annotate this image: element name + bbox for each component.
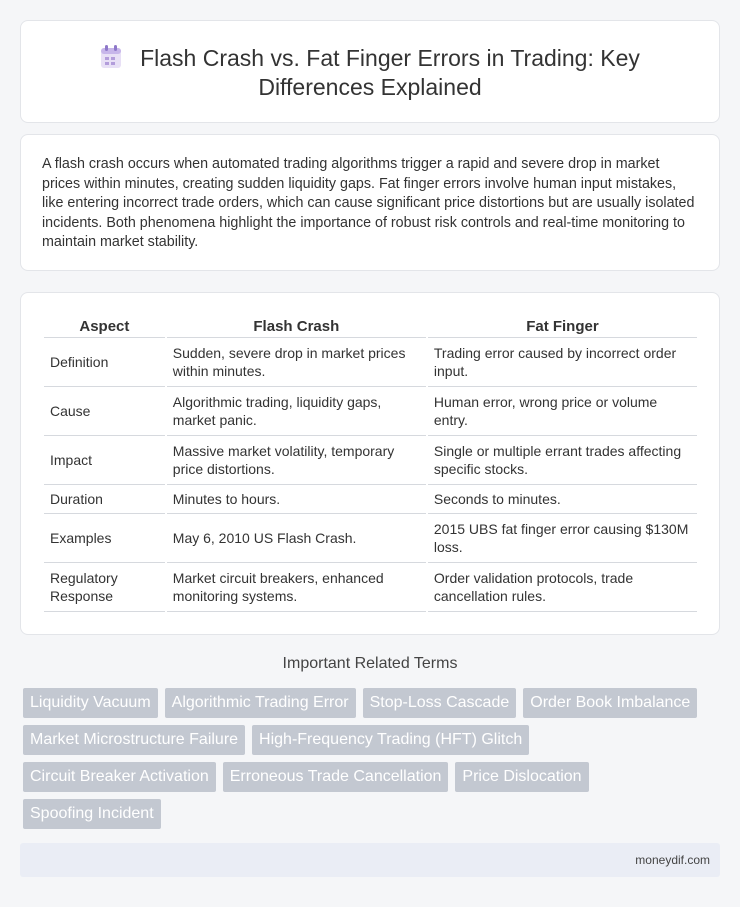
cell-flash-crash: Massive market volatility, temporary price distortions. bbox=[167, 436, 426, 485]
cell-fat-finger: Human error, wrong price or volume entry. bbox=[428, 387, 697, 436]
term-tag[interactable]: Erroneous Trade Cancellation bbox=[223, 762, 449, 792]
cell-fat-finger: Single or multiple errant trades affecting specific stocks. bbox=[428, 436, 697, 485]
term-tag[interactable]: Stop-Loss Cascade bbox=[363, 688, 517, 718]
table-row bbox=[44, 485, 697, 514]
title-card bbox=[20, 20, 720, 123]
cell-flash-crash: Minutes to hours. bbox=[167, 485, 426, 514]
term-tag[interactable]: Order Book Imbalance bbox=[523, 688, 697, 718]
term-tag[interactable]: Circuit Breaker Activation bbox=[23, 762, 216, 792]
table-row bbox=[44, 436, 697, 485]
cell-aspect: Examples bbox=[44, 514, 165, 563]
term-tag[interactable]: Liquidity Vacuum bbox=[23, 688, 158, 718]
table-row bbox=[44, 338, 697, 387]
header-fat-finger: Fat Finger bbox=[428, 316, 697, 338]
term-tag[interactable]: Market Microstructure Failure bbox=[23, 725, 245, 755]
cell-flash-crash: Sudden, severe drop in market prices within minutes. bbox=[167, 338, 426, 387]
table-row bbox=[44, 387, 697, 436]
cell-aspect: Cause bbox=[44, 387, 165, 436]
cell-fat-finger: Order validation protocols, trade cancellation rules. bbox=[428, 563, 697, 612]
related-terms-heading: Important Related Terms bbox=[282, 655, 458, 672]
table-row bbox=[44, 563, 697, 612]
cell-fat-finger: Seconds to minutes. bbox=[428, 485, 697, 514]
comparison-table bbox=[42, 316, 699, 612]
title-line-1: Flash Crash vs. Fat Finger Errors in Trading: Key bbox=[140, 45, 640, 71]
header-flash-crash: Flash Crash bbox=[167, 316, 426, 338]
cell-flash-crash: Algorithmic trading, liquidity gaps, market panic. bbox=[167, 387, 426, 436]
cell-flash-crash: May 6, 2010 US Flash Crash. bbox=[167, 514, 426, 563]
comparison-card bbox=[20, 292, 720, 635]
title-line-2: Differences Explained bbox=[258, 74, 482, 100]
table-row bbox=[44, 514, 697, 563]
cell-flash-crash: Market circuit breakers, enhanced monitoring systems. bbox=[167, 563, 426, 612]
term-tag[interactable]: Price Dislocation bbox=[455, 762, 588, 792]
term-tag[interactable]: Spoofing Incident bbox=[23, 799, 161, 829]
cell-aspect: Duration bbox=[44, 485, 165, 514]
footer-site-link[interactable]: moneydif.com bbox=[635, 853, 710, 867]
footer bbox=[20, 843, 720, 877]
table-header-row bbox=[44, 316, 697, 338]
cell-fat-finger: 2015 UBS fat finger error causing $130M loss. bbox=[428, 514, 697, 563]
cell-aspect: Definition bbox=[44, 338, 165, 387]
calendar-icon bbox=[100, 45, 122, 69]
term-tag[interactable]: High-Frequency Trading (HFT) Glitch bbox=[252, 725, 529, 755]
related-terms-list bbox=[23, 688, 713, 836]
cell-fat-finger: Trading error caused by incorrect order input. bbox=[428, 338, 697, 387]
page-title bbox=[21, 44, 719, 102]
cell-aspect: Regulatory Response bbox=[44, 563, 165, 612]
intro-paragraph: A flash crash occurs when automated trading algorithms trigger a rapid and severe drop in market prices within minutes, creating sudden liquidity gaps. Fat finger errors involve human input mistakes, like entering incorrect trade orders, which can cause significant price distortions but are usually isolated incidents. Both phenomena highlight the importance of robust risk controls and real-time monitoring to maintain market stability. bbox=[42, 156, 695, 251]
header-aspect: Aspect bbox=[44, 316, 165, 338]
cell-aspect: Impact bbox=[44, 436, 165, 485]
intro-card bbox=[20, 134, 720, 271]
term-tag[interactable]: Algorithmic Trading Error bbox=[165, 688, 356, 718]
